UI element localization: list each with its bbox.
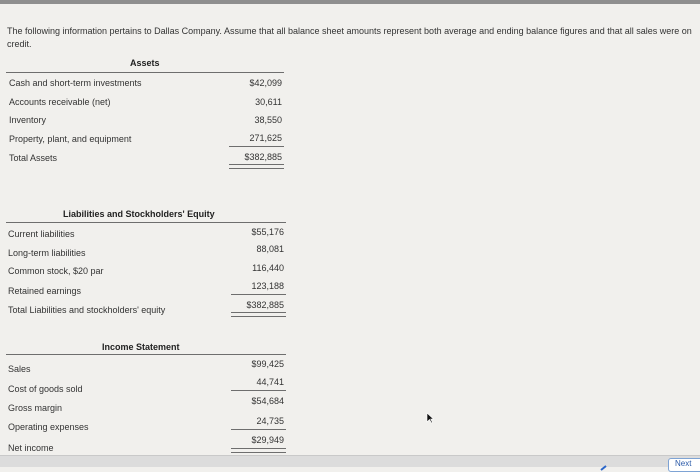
liabilities-value-common-stock: 116,440 xyxy=(252,263,284,273)
income-cogs-rule xyxy=(231,390,286,391)
assets-label-ppe: Property, plant, and equipment xyxy=(9,134,132,144)
income-value-cogs: 44,741 xyxy=(256,377,284,387)
previous-button[interactable] xyxy=(598,458,658,472)
liabilities-heading: Liabilities and Stockholders' Equity xyxy=(63,209,215,219)
assets-value-ppe: 271,625 xyxy=(249,133,282,143)
liabilities-label-retained: Retained earnings xyxy=(8,286,82,296)
income-heading: Income Statement xyxy=(102,342,180,352)
assets-subtotal-rule xyxy=(229,146,284,147)
income-label-operating-expenses: Operating expenses xyxy=(8,422,89,432)
assets-header-rule xyxy=(6,72,284,73)
next-button[interactable]: Next xyxy=(668,458,700,472)
liabilities-total-double-rule xyxy=(231,312,286,317)
assets-label-cash: Cash and short-term investments xyxy=(9,78,142,88)
income-label-net-income: Net income xyxy=(8,443,54,453)
problem-intro: The following information pertains to Dallas Company. Assume that all balance sheet amounts represent both average and ending balance figures and that all sales were on credit. xyxy=(7,26,692,49)
liabilities-value-total: $382,885 xyxy=(246,300,284,310)
mouse-cursor-icon xyxy=(426,412,434,424)
assets-value-receivable: 30,611 xyxy=(255,97,282,107)
income-label-cogs: Cost of goods sold xyxy=(8,384,83,394)
assets-label-receivable: Accounts receivable (net) xyxy=(9,97,111,107)
liabilities-label-current: Current liabilities xyxy=(8,229,75,239)
income-label-sales: Sales xyxy=(8,364,31,374)
liabilities-header-rule xyxy=(6,222,286,223)
income-header-rule xyxy=(6,354,286,355)
liabilities-value-longterm: 88,081 xyxy=(256,244,284,254)
assets-heading: Assets xyxy=(130,58,160,68)
assets-value-total: $382,885 xyxy=(244,152,282,162)
liabilities-label-total: Total Liabilities and stockholders' equity xyxy=(8,305,166,315)
income-label-gross-margin: Gross margin xyxy=(8,403,63,413)
income-value-gross-margin: $54,684 xyxy=(251,396,284,406)
top-border xyxy=(0,0,700,4)
liabilities-value-retained: 123,188 xyxy=(251,281,284,291)
income-opex-rule xyxy=(231,429,286,430)
assets-total-double-rule xyxy=(229,164,284,169)
assets-value-inventory: 38,550 xyxy=(254,115,282,125)
liabilities-label-common-stock: Common stock, $20 par xyxy=(8,266,104,276)
liabilities-value-current: $55,176 xyxy=(251,227,284,237)
liabilities-label-longterm: Long-term liabilities xyxy=(8,248,86,258)
assets-value-cash: $42,099 xyxy=(249,78,282,88)
bottom-nav-bar xyxy=(0,455,700,467)
previous-chevron-icon xyxy=(601,466,606,470)
income-value-sales: $99,425 xyxy=(251,359,284,369)
income-total-double-rule xyxy=(231,448,286,453)
income-value-net-income: $29,949 xyxy=(251,435,284,445)
assets-label-inventory: Inventory xyxy=(9,115,47,125)
income-value-operating-expenses: 24,735 xyxy=(256,416,284,426)
assets-label-total: Total Assets xyxy=(9,153,58,163)
liabilities-subtotal-rule xyxy=(231,294,286,295)
